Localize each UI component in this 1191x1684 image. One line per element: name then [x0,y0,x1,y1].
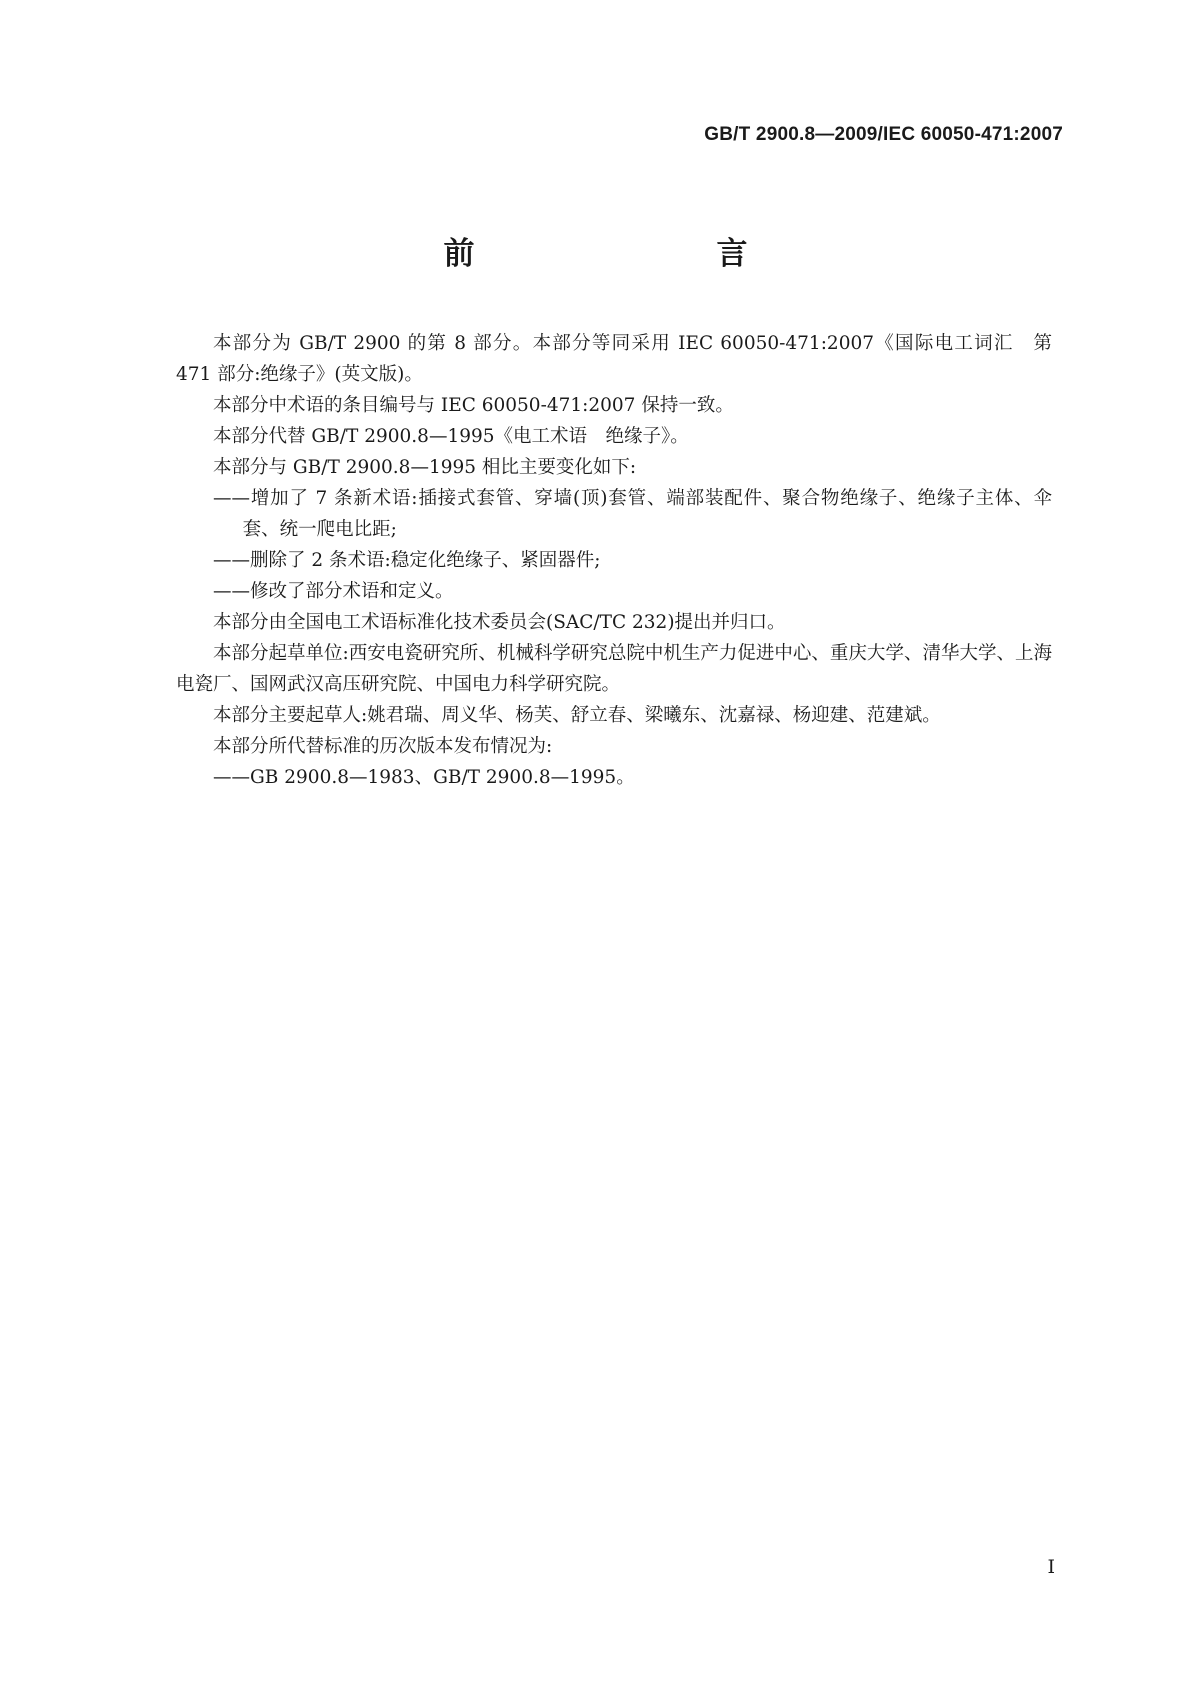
paragraph-proposer: 本部分由全国电工术语标准化技术委员会(SAC/TC 232)提出并归口。 [213,612,786,633]
page-title: 前 言 [443,236,808,272]
paragraph-numbering: 本部分中术语的条目编号与 IEC 60050-471:2007 保持一致。 [213,395,734,416]
standard-code-header: GB/T 2900.8—2009/IEC 60050-471:2007 [704,124,1063,145]
paragraph-changes-intro: 本部分与 GB/T 2900.8—1995 相比主要变化如下: [213,457,637,478]
paragraph-drafting-units: 本部分起草单位:西安电瓷研究所、机械科学研究总院中机生产力促进中心、重庆大学、清华大学、上海电瓷厂、国网武汉高压研究院、中国电力科学研究院。 [176,643,1052,695]
paragraph-replaces: 本部分代替 GB/T 2900.8—1995《电工术语 绝缘子》。 [213,426,689,447]
page-number: I [1047,1556,1055,1578]
change-item-added: ——增加了 7 条新术语:插接式套管、穿墙(顶)套管、端部装配件、聚合物绝缘子、绝缘子主体、伞套、统一爬电比距; [213,488,1052,540]
paragraph-scope: 本部分为 GB/T 2900 的第 8 部分。本部分等同采用 IEC 60050-471:2007《国际电工词汇 第 471 部分:绝缘子》(英文版)。 [176,333,1052,385]
paragraph-drafters: 本部分主要起草人:姚君瑞、周义华、杨芙、舒立春、梁曦东、沈嘉禄、杨迎建、范建斌。 [213,705,941,726]
paragraph-history-intro: 本部分所代替标准的历次版本发布情况为: [213,736,553,757]
foreword-body [176,328,1052,793]
history-item: ——GB 2900.8—1983、GB/T 2900.8—1995。 [213,767,635,788]
change-item-deleted: ——删除了 2 条术语:稳定化绝缘子、紧固器件; [213,550,601,571]
change-item-modified: ——修改了部分术语和定义。 [213,581,454,602]
